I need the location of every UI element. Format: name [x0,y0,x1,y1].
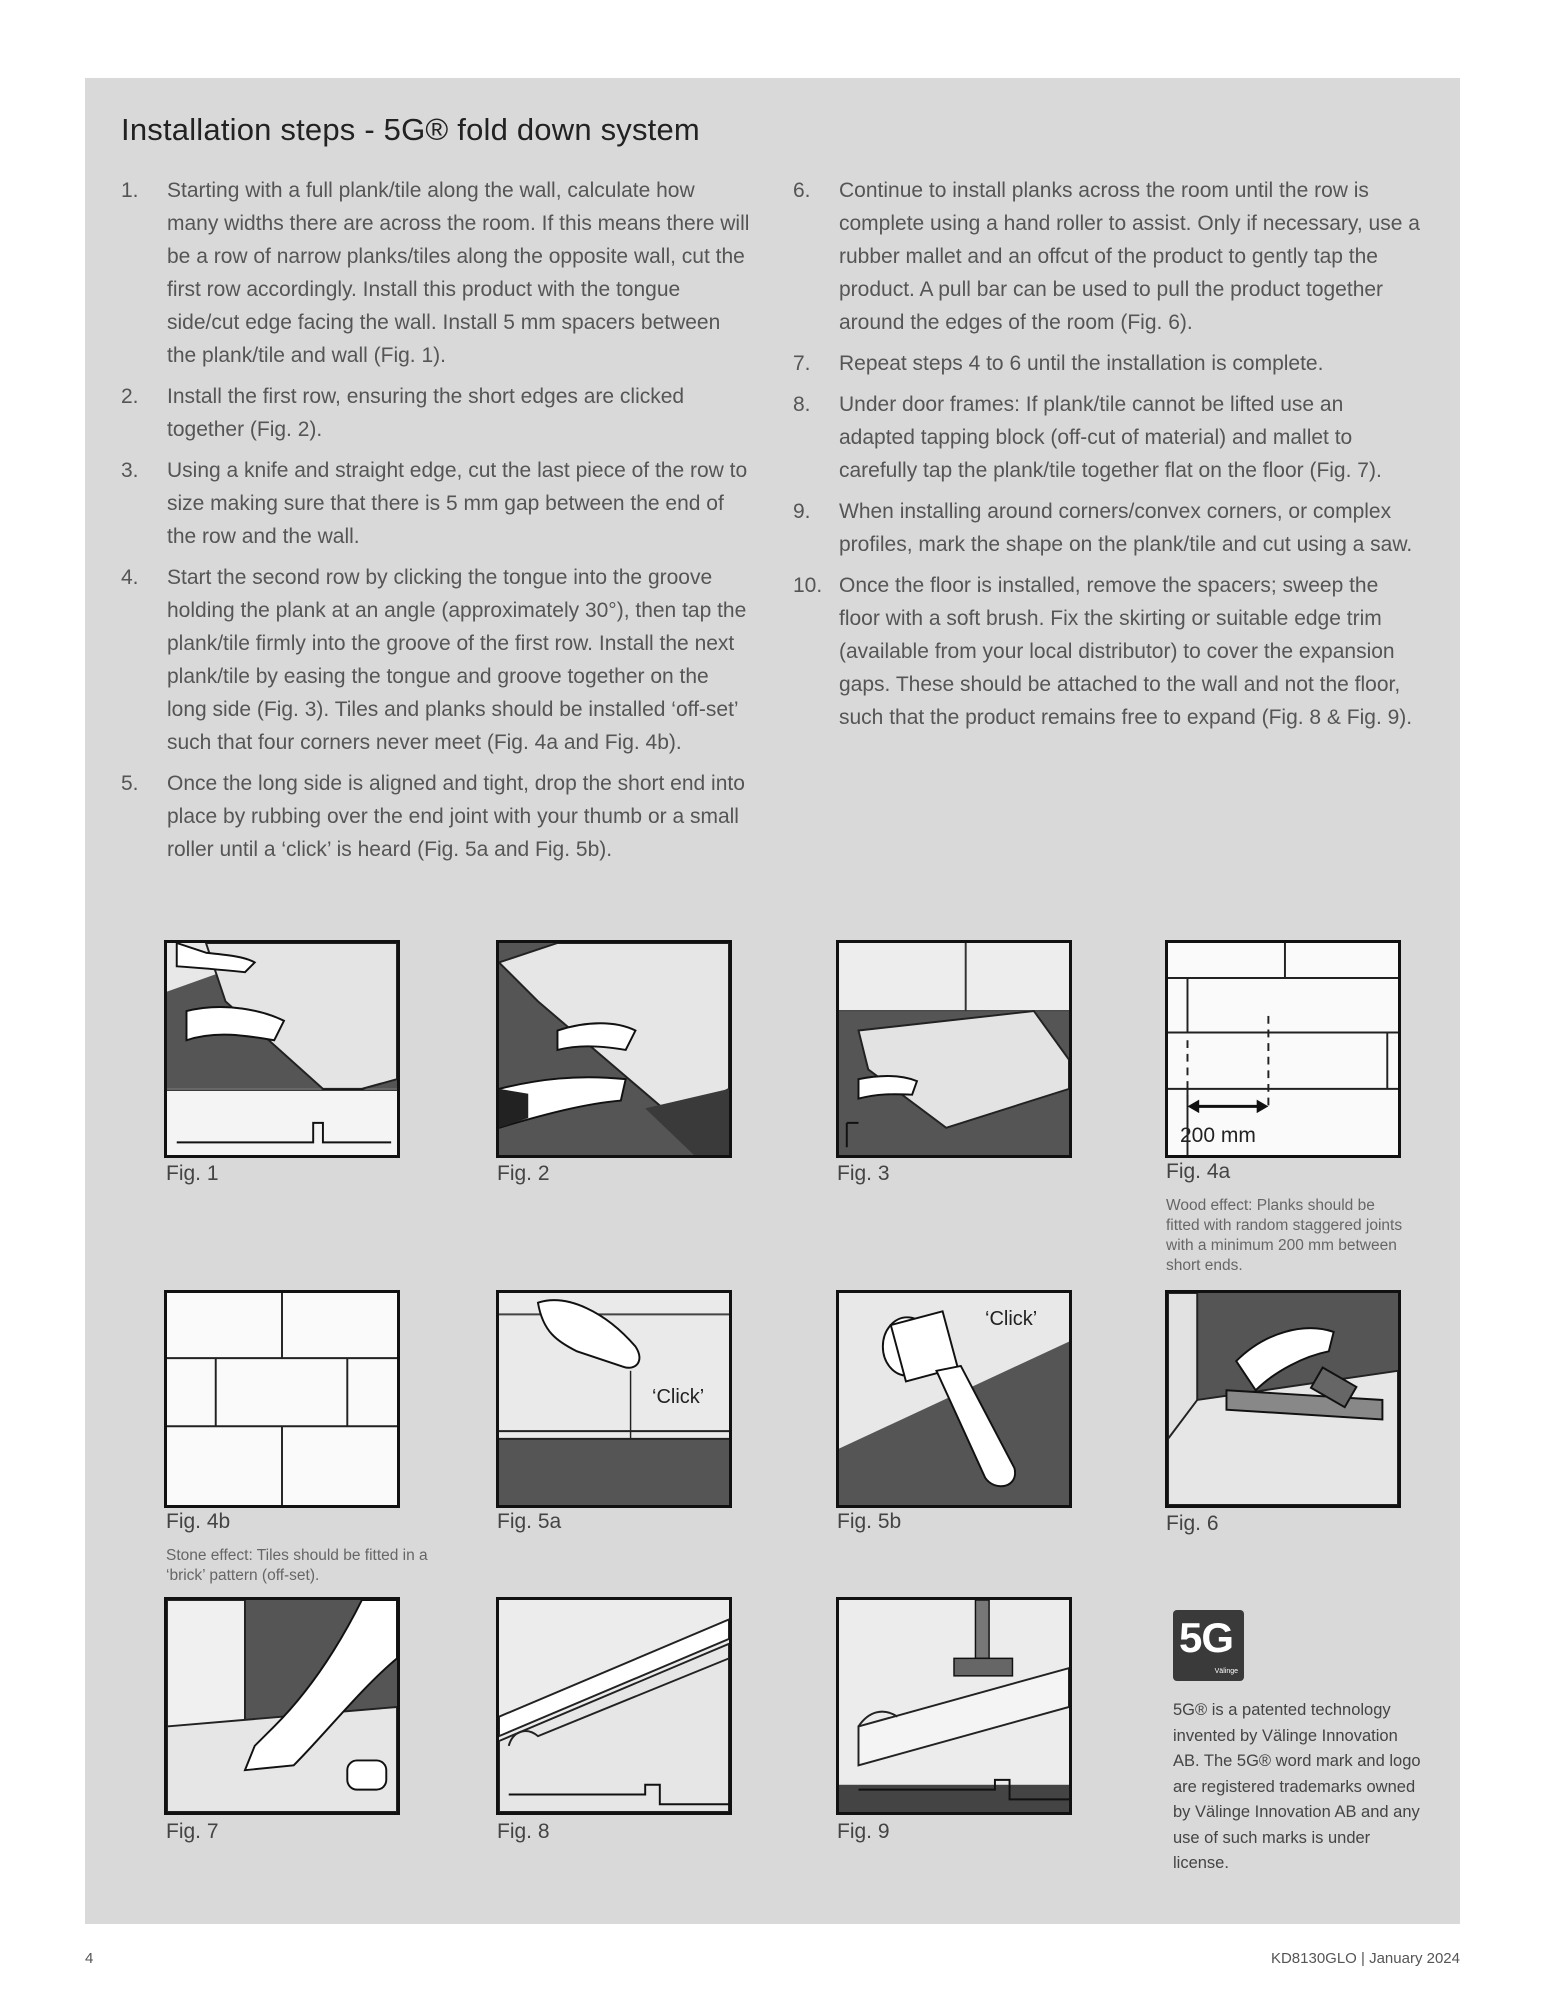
fig-4a-measurement: 200 mm [1180,1124,1256,1147]
step-number: 3. [121,459,139,482]
step-text: Continue to install planks across the room until the row is complete using a hand roller to assist. Only if necessary, use a rubber mallet and an offcut of the product to gently tap the product. A pull bar can be used to pull the product together around the edges of the room (Fig. 6). [839,179,1420,334]
step-number: 8. [793,393,811,416]
step-text: Once the floor is installed, remove the spacers; sweep the floor with a soft brush. Fix the skirting or suitable edge trim (available from your local distributor) to cover the expansion gaps. These should be attached to the wall and not the floor, such that the product remains free to expand (Fig. 8 & Fig. 9). [839,574,1413,729]
fig-5b-label: Fig. 5b [837,1510,902,1533]
fig-8-illustration [496,1597,732,1815]
fig-5b-click-text: ‘Click’ [985,1308,1038,1330]
step-text: Start the second row by clicking the tongue into the groove holding the plank at an angle (approximately 30°), then tap the plank/tile firmly into the groove of the first row. Install the next plank/tile by easing the tongue and groove together on the long side (Fig. 3). Tiles and planks should be installed ‘off-set’ such that four corners never meet (Fig. 4a and Fig. 4b). [167,566,747,754]
step-6 [793,174,1423,339]
fig-9-illustration [836,1597,1072,1815]
step-2 [121,380,751,446]
trademark-notice: 5G® is a patented technology invented by Välinge Innovation AB. The 5G® word mark and logo are registered trademarks owned by Välinge Innovation AB and any use of such marks is under license. [1173,1701,1421,1872]
step-number: 7. [793,352,811,375]
fig-1-illustration [164,940,400,1158]
fig-5a-label: Fig. 5a [497,1510,562,1533]
step-8 [793,388,1423,487]
step-text: Install the first row, ensuring the short edges are clicked together (Fig. 2). [167,385,685,441]
step-number: 10. [793,574,823,597]
fig-7-label: Fig. 7 [166,1820,219,1843]
document-code-date: KD8130GLO | January 2024 [1270,1950,1460,1967]
step-9 [793,495,1423,561]
step-10 [793,569,1423,734]
5g-logo [1173,1610,1244,1681]
step-number: 5. [121,772,139,795]
step-number: 6. [793,179,811,202]
steps-right-column [793,174,1423,742]
fig-5a-click-text: ‘Click’ [652,1386,705,1408]
step-3 [121,454,751,553]
fig-4b-note: Stone effect: Tiles should be fitted in a ‘brick’ pattern (off-set). [166,1547,428,1584]
fig-3-illustration [836,940,1072,1158]
fig-6-label: Fig. 6 [1166,1512,1219,1535]
fig-7-illustration [164,1597,400,1815]
page-number: 4 [85,1950,94,1967]
fig-4a-note: Wood effect: Planks should be fitted with random staggered joints with a minimum 200 mm between short ends. [1166,1197,1403,1274]
steps-left-column [121,174,751,874]
valinge-logo-text: Välinge [1214,1668,1238,1675]
page-title: Installation steps - 5G® fold down system [121,112,700,147]
fig-2-label: Fig. 2 [497,1162,550,1185]
fig-4a-label: Fig. 4a [1166,1160,1231,1183]
5g-logo-text: 5G [1179,1614,1234,1661]
step-number: 1. [121,179,139,202]
step-text: Once the long side is aligned and tight, drop the short end into place by rubbing over the end joint with your thumb or a small roller until a ‘click’ is heard (Fig. 5a and Fig. 5b). [167,772,745,861]
fig-1-label: Fig. 1 [166,1162,219,1185]
step-5 [121,767,751,866]
fig-6-illustration [1165,1290,1401,1508]
fig-9-label: Fig. 9 [837,1820,890,1843]
fig-2-illustration [496,940,732,1158]
step-number: 2. [121,385,139,408]
step-text: Using a knife and straight edge, cut the last piece of the row to size making sure that there is 5 mm gap between the end of the row and the wall. [167,459,748,548]
step-number: 4. [121,566,139,589]
fig-4b-illustration [164,1290,400,1508]
fig-4b-label: Fig. 4b [166,1510,231,1533]
fig-8-label: Fig. 8 [497,1820,550,1843]
step-number: 9. [793,500,811,523]
fig-3-label: Fig. 3 [837,1162,890,1185]
step-1 [121,174,751,372]
step-7 [793,347,1423,380]
step-text: Under door frames: If plank/tile cannot be lifted use an adapted tapping block (off-cut of material) and mallet to carefully tap the plank/tile together flat on the floor (Fig. 7). [839,393,1382,482]
step-text: Starting with a full plank/tile along the wall, calculate how many widths there are across the room. If this means there will be a row of narrow planks/tiles along the opposite wall, cut the first row accordingly. Install this product with the tongue side/cut edge facing the wall. Install 5 mm spacers between the plank/tile and wall (Fig. 1). [167,179,750,367]
step-text: When installing around corners/convex corners, or complex profiles, mark the shape on the plank/tile and cut using a saw. [839,500,1413,556]
step-4 [121,561,751,759]
step-text: Repeat steps 4 to 6 until the installation is complete. [839,352,1324,375]
